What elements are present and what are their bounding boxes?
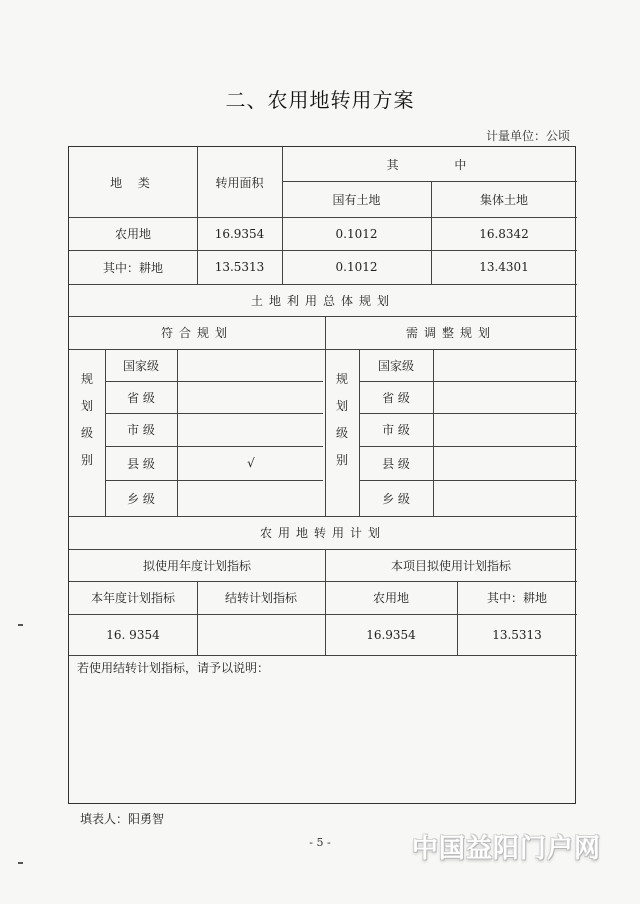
level-city-left: 市 级 xyxy=(127,423,155,437)
row-arable-label: 其中：耕地 xyxy=(102,260,163,275)
header-collective-land: 集体土地 xyxy=(479,192,528,207)
conversion-table xyxy=(68,146,576,804)
conform-mark-city xyxy=(177,413,325,446)
site-watermark: 中国益阳门户网 xyxy=(412,834,602,864)
rule xyxy=(69,655,577,656)
overall-plan-title: 土地利用总体规划 xyxy=(250,293,395,308)
vertical-char: 规 xyxy=(335,372,348,386)
header-state-land: 国有土地 xyxy=(332,192,381,207)
val-farmland: 16.9354 xyxy=(366,627,416,642)
conform-mark-county: √ xyxy=(247,456,255,470)
project-index-heading: 本项目拟使用计划指标 xyxy=(390,558,511,573)
row-farmland-state: 0.1012 xyxy=(335,226,378,241)
rule xyxy=(433,349,434,516)
val-carryover xyxy=(197,614,325,655)
carryover-note: 若使用结转计划指标，请予以说明： xyxy=(77,661,270,675)
val-current-year: 16. 9354 xyxy=(106,627,160,642)
page-title: 二、农用地转用方案 xyxy=(225,88,415,112)
row-arable-area: 13.5313 xyxy=(214,260,265,274)
conform-mark-national xyxy=(177,349,325,381)
col-farmland: 农用地 xyxy=(372,591,409,605)
conform-plan-heading: 符合规划 xyxy=(160,326,233,340)
val-arable: 13.5313 xyxy=(492,627,542,642)
level-township-right: 乡 级 xyxy=(382,491,410,506)
row-arable-state: 0.1012 xyxy=(335,260,378,274)
margin-mark xyxy=(18,624,23,626)
conform-mark-township xyxy=(177,480,325,516)
row-arable-collective: 13.4301 xyxy=(479,260,529,274)
col-carryover: 结转计划指标 xyxy=(224,591,297,605)
level-county-right: 县 级 xyxy=(382,456,410,471)
row-farmland-label: 农用地 xyxy=(114,227,151,241)
header-area: 转用面积 xyxy=(215,175,264,190)
adjust-plan-heading: 需调整规划 xyxy=(405,326,496,340)
level-township-left: 乡 级 xyxy=(127,491,155,506)
row-farmland-collective: 16.8342 xyxy=(479,226,529,241)
level-city-right: 市 级 xyxy=(382,423,410,437)
vertical-char: 别 xyxy=(80,453,93,467)
vertical-char: 规 xyxy=(80,372,93,386)
col-current-year: 本年度计划指标 xyxy=(90,591,175,605)
level-province-left: 省 级 xyxy=(127,390,155,405)
level-county-left: 县 级 xyxy=(127,456,155,471)
header-category: 地 类 xyxy=(110,175,156,190)
row-farmland-area: 16.9354 xyxy=(214,226,265,241)
level-vertical-label-left xyxy=(77,366,97,474)
margin-mark xyxy=(18,862,23,864)
form-filler: 填表人：阳勇智 xyxy=(80,812,165,826)
level-province-right: 省 级 xyxy=(382,390,410,405)
col-arable: 其中：耕地 xyxy=(486,591,547,605)
measurement-unit: 计量单位：公顷 xyxy=(485,129,570,143)
vertical-char: 别 xyxy=(335,453,348,467)
vertical-char: 级 xyxy=(335,426,348,440)
page-number: - 5 - xyxy=(309,836,331,849)
vertical-char: 划 xyxy=(80,399,93,413)
conversion-plan-title: 农用地转用计划 xyxy=(259,526,386,540)
level-vertical-label-right xyxy=(332,366,352,474)
level-national-left: 国家级 xyxy=(122,358,159,373)
header-of-which: 其 中 xyxy=(386,157,473,172)
conform-mark-province xyxy=(177,381,325,413)
annual-index-heading: 拟使用年度计划指标 xyxy=(142,558,251,573)
level-national-right: 国家级 xyxy=(377,358,414,373)
vertical-char: 划 xyxy=(335,399,348,413)
vertical-char: 级 xyxy=(80,426,93,440)
